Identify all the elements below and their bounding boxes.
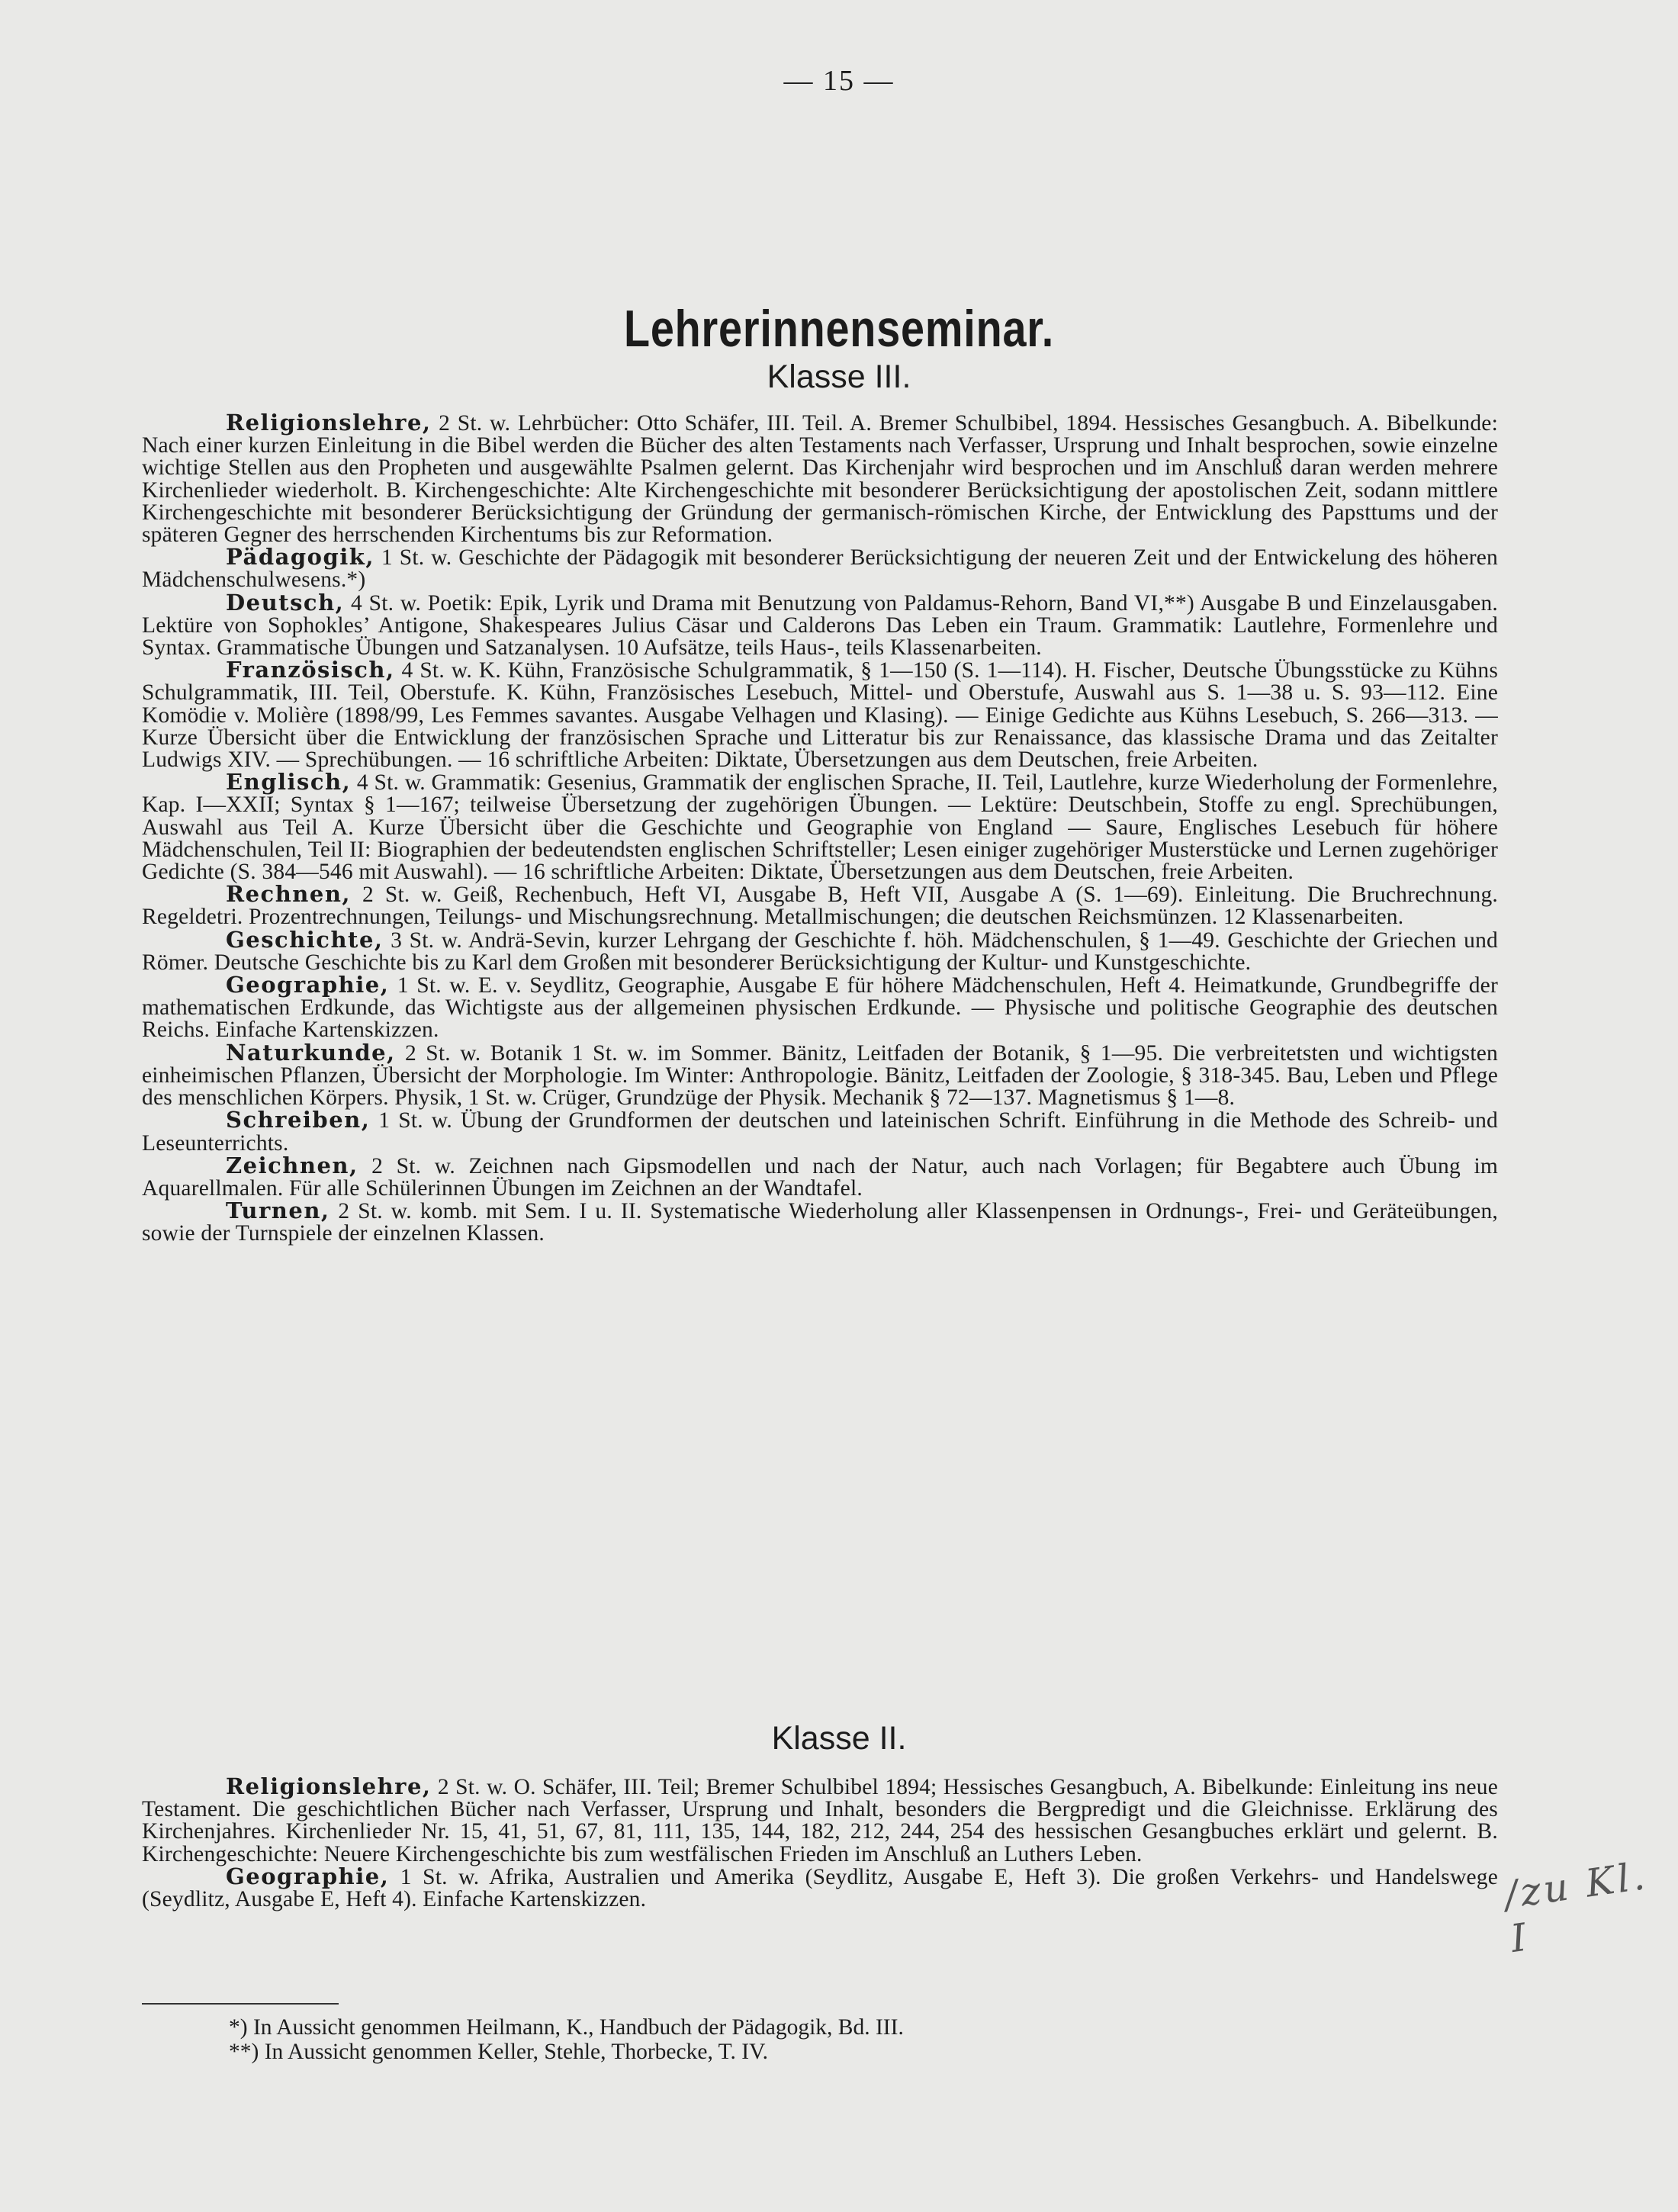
paragraph-text: 2 St. w. Zeichnen nach Gipsmodellen und nach der Natur, auch nach Vorlagen; für Begabtere auch Übung im Aquarellmalen. Für alle Schülerinnen Übungen im Zeichnen an der Wandtafel. [142,1153,1498,1201]
subject-heading: Naturkunde, [226,1039,396,1066]
paragraph-text: 2 St. w. Lehrbücher: Otto Schäfer, III. Teil. A. Bremer Schulbibel, 1894. Hessisches Gesangbuch. A. Bibelkunde: Nach einer kurzen Einleitung in die Bibel werden die Bücher des alten Testaments nach Verfasser, Ursprung und Inhalt besprochen, sowie einzelne wichtige Stellen aus den Propheten und ausgewählte Psalmen gelernt. Das Kirchenjahr wird besprochen und im Anschluß daran werden mehrere Kirchenlieder wiederholt. B. Kirchengeschichte: Alte Kirchengeschichte mit besonderer Berücksichtigung der apostolischen Zeit, sodann mittlere Kirchengeschichte mit besonderer Berücksichtigung der Gründung der germanisch-römischen Kirche, der Entwicklung des Papsttums und der späteren Gegner des herrschenden Kirchentums bis zur Reformation. [142,411,1498,548]
paragraph-text: 4 St. w. Poetik: Epik, Lyrik und Drama mit Benutzung von Paldamus-Rehorn, Band VI,**) Ausgabe B und Einzelausgaben. Lektüre von Sophokles’ Antigone, Shakespeares Julius Cäsar und Calderons Das Leben ein Traum. Grammatik: Lautlehre, Formenlehre und Syntax. Grammatische Übungen und Satzanalysen. 10 Aufsätze, teils Haus-, teils Klassenarbeiten. [142,590,1498,661]
paragraph-text: 2 St. w. komb. mit Sem. I u. II. Systematische Wiederholung aller Klassenpensen in Ordnungs-, Frei- und Geräteübungen, sowie der Turnspiele der einzelnen Klassen. [142,1199,1498,1246]
paragraph-text: 2 St. w. Geiß, Rechenbuch, Heft VI, Ausgabe B, Heft VII, Ausgabe A (S. 1—69). Einleitung. Die Bruchrechnung. Regeldetri. Prozentrechnungen, Teilungs- und Mischungsrechnung. Metallmischungen; die deutschen Reichsmünzen. 12 Klassenarbeiten. [142,883,1498,930]
paragraph-paedagogik [142,546,1498,591]
subject-heading: Zeichnen, [226,1152,358,1178]
subject-heading: Geographie, [226,1863,390,1889]
subject-heading: Französisch, [226,657,395,683]
paragraph-text: 3 St. w. Andrä-Sevin, kurzer Lehrgang der Geschichte f. höh. Mädchenschulen, § 1—49. Geschichte der Griechen und Römer. Deutsche Geschichte bis zu Karl dem Großen mit besonderer Berücksichtigung der Kultur- und Kunstgeschichte. [142,928,1498,975]
paragraph-text: 2 St. w. Botanik 1 St. w. im Sommer. Bänitz, Leitfaden der Botanik, § 1—95. Die verbreitetsten und wichtigsten einheimischen Pflanzen, Übersicht der Morphologie. Im Winter: Anthropologie. Bänitz, Leitfaden der Zoologie, § 318-345. Bau, Leben und Pflege des menschlichen Körpers. Physik, 1 St. w. Crüger, Grundzüge der Physik. Mechanik § 72—137. Magnetismus § 1—8. [142,1040,1498,1111]
footnotes [229,2015,1373,2064]
paragraph-geographie [142,1863,1498,1912]
klasse-3-section [142,412,1498,1246]
paragraph-text: 1 St. w. Afrika, Australien und Amerika (Seydlitz, Ausgabe E, Heft 3). Die großen Verkehrs- und Handelswege (Seydlitz, Ausgabe E, Heft 4). Einfache Kartenskizzen. [142,1864,1498,1912]
subject-heading: Englisch, [226,769,352,796]
paragraph-text: 1 St. w. Übung der Grundformen der deutschen und lateinischen Schrift. Einführung in die Methode des Schreib- und Leseunterrichts. [142,1108,1498,1156]
paragraph-deutsch [142,589,1498,661]
paragraph-religionslehre [142,1773,1498,1866]
paragraph-text: 1 St. w. E. v. Seydlitz, Geographie, Ausgabe E für höhere Mädchenschulen, Heft 4. Heimatkunde, Grundbegriffe der mathematischen Erdkunde, das Wichtigste aus der allgemeinen physischen Erdkunde. — Physische und politische Geographie des deutschen Reichs. Einfache Kartenskizzen. [142,973,1498,1043]
paragraph-geographie [142,974,1498,1042]
subject-heading: Turnen, [226,1198,330,1224]
paragraph-text: 4 St. w. Grammatik: Gesenius, Grammatik der englischen Sprache, II. Teil, Lautlehre, kurze Wiederholung der Formenlehre, Kap. I—XXII; Syntax § 1—167; teilweise Übersetzung der zugehörigen Übungen. — Lektüre: Deutschbein, Stoffe zu engl. Sprechübungen, Auswahl aus Teil A. Kurze Übersicht über die Geschichte und Geographie von England — Saure, Englisches Lesebuch für höhere Mädchenschulen, Teil II: Biographien der bedeutendsten englischen Schriftsteller; Lesen einiger zugehöriger Musterstücke und Lernen zugehöriger Gedichte (S. 384—546 mit Auswahl). — 16 schriftliche Arbeiten: Diktate, Übersetzungen aus dem Deutschen, freie Arbeiten. [142,770,1498,885]
paragraph-text: 1 St. w. Geschichte der Pädagogik mit besonderer Berücksichtigung der neueren Zeit und der Entwickelung des höheren Mädchenschulwesens.*) [142,545,1498,593]
subject-heading: Religionslehre, [226,410,432,436]
paragraph-rechnen [142,883,1498,928]
handwritten-margin-note: /zu Kl. I [1502,1853,1651,1962]
paragraph-religionslehre [142,412,1498,546]
paragraph-turnen [142,1200,1498,1245]
page-title: Lehrerinnenseminar. [623,300,1055,358]
subject-heading: Religionslehre, [226,1773,432,1799]
page-number: — 15 — [783,65,895,97]
subject-heading: Geschichte, [226,926,384,953]
paragraph-franzoesisch [142,659,1498,771]
paragraph-englisch [142,771,1498,883]
subject-heading: Deutsch, [226,589,345,616]
paragraph-text: 4 St. w. K. Kühn, Französische Schulgrammatik, § 1—150 (S. 1—114). H. Fischer, Deutsche Übungsstücke zu Kühns Schulgrammatik, III. Teil, Oberstufe. K. Kühn, Französisches Lesebuch, Mittel- und Oberstufe, Auswahl aus S. 1—38 u. S. 93—112. Eine Komödie v. Molière (1898/99, Les Femmes savantes. Ausgabe Velhagen und Klasing). — Einige Gedichte aus Kühns Lesebuch, S. 266—313. — Kurze Übersicht über die Entwicklung der französischen Sprache und Litteratur bis zur Renaissance, das klassische Drama und das Zeitalter Ludwigs XIV. — Sprechübungen. — 16 schriftliche Arbeiten: Diktate, Übersetzungen aus dem Deutschen, freie Arbeiten. [142,658,1498,773]
subject-heading: Rechnen, [226,881,352,908]
klasse-2-section [142,1773,1498,1912]
klasse-2-heading: Klasse II. [771,1720,907,1757]
footnote: *) In Aussicht genommen Heilmann, K., Handbuch der Pädagogik, Bd. III. [229,2015,904,2040]
paragraph-naturkunde [142,1039,1498,1111]
paragraph-text: 2 St. w. O. Schäfer, III. Teil; Bremer Schulbibel 1894; Hessisches Gesangbuch, A. Bibelkunde: Einleitung ins neue Testament. Die geschichtlichen Bücher nach Verfasser, Ursprung und Inhalt, besonders die Bergpredigt und die Gleichnisse. Erklärung des Kirchenjahres. Kirchenlieder Nr. 15, 41, 51, 67, 81, 111, 135, 144, 182, 212, 244, 254 des hessischen Gesangbuches erklärt und gelernt. B. Kirchengeschichte: Neuere Kirchengeschichte bis zum westfälischen Frieden im Anschluß an Luthers Leben. [142,1775,1498,1866]
subject-heading: Geographie, [226,972,390,998]
footnote-divider [142,2003,339,2005]
paragraph-schreiben [142,1109,1498,1154]
paragraph-geschichte [142,926,1498,975]
paragraph-zeichnen [142,1152,1498,1201]
subject-heading: Pädagogik, [226,544,374,571]
subject-heading: Schreiben, [226,1107,371,1133]
klasse-3-heading: Klasse III. [767,358,911,395]
footnote: **) In Aussicht genommen Keller, Stehle, Thorbecke, T. IV. [229,2040,768,2064]
